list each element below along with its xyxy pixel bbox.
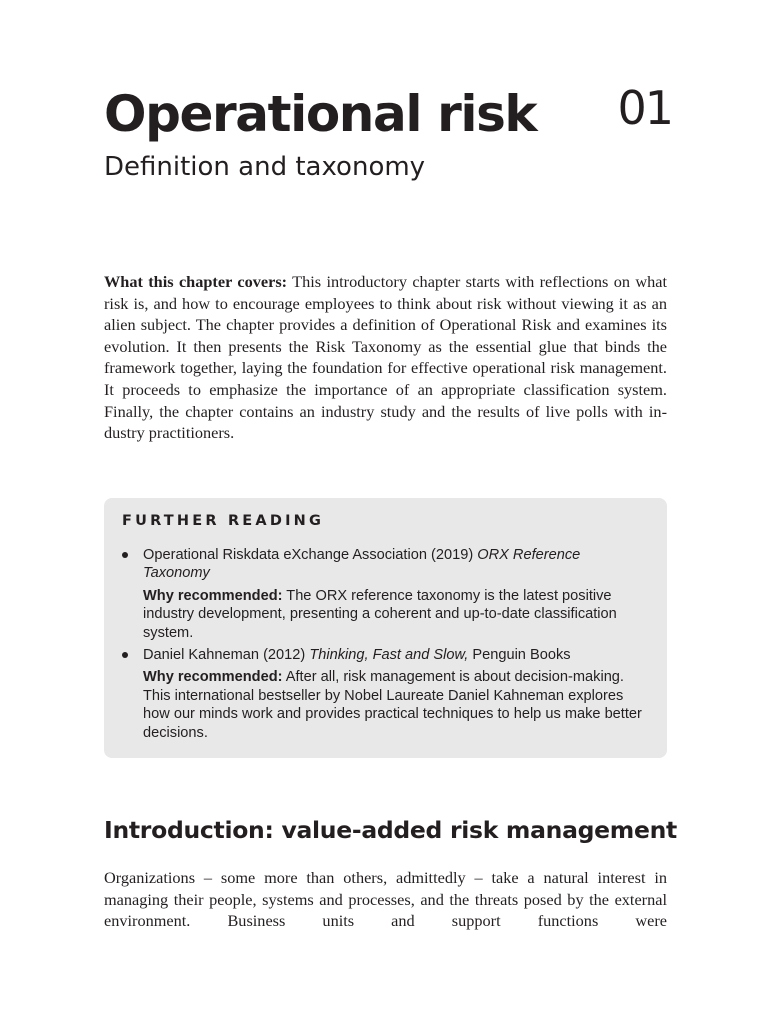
chapter-subtitle: Definition and taxonomy xyxy=(104,152,426,182)
body-paragraph: Organizations – some more than others, admittedly – take a natural interest in managing their people, systems and processes, and the threats posed by the external environment. Business units and support functions were xyxy=(104,868,667,931)
why-recommended-text: The ORX reference taxonomy is the latest positive industry development, presenting a coherent and up-to-date classification system. xyxy=(143,587,617,641)
further-reading-item xyxy=(122,546,649,642)
reference-author-year: Operational Riskdata eXchange Association (2019) xyxy=(143,547,478,563)
why-recommended-label: Why recommended: xyxy=(143,587,283,604)
chapter-summary-text: This introductory chapter starts with reflections on what risk is, and how to encourage employees to think about risk without viewing it as an alien subject. The chapter provides a definition of Operational Risk and examines its evolution. It then presents the Risk Taxonomy as the essential glue that binds the framework together, laying the foundation for effective operational risk management. It proceeds to emphasize the importance of an appropriate classification system. Finally, the chapter contains an industry study and the results of live polls with industry practitioners. xyxy=(104,272,667,443)
chapter-summary-lead: What this chapter covers: xyxy=(104,272,288,291)
chapter-number: 01 xyxy=(617,81,672,135)
reference-citation xyxy=(143,646,649,664)
bullet-icon xyxy=(122,552,128,558)
why-recommended xyxy=(143,587,649,642)
section-heading: Introduction: value-added risk management xyxy=(104,816,677,844)
chapter-title: Operational risk xyxy=(104,85,537,143)
further-reading-box xyxy=(104,498,667,758)
further-reading-item xyxy=(122,646,649,742)
reference-publisher: Penguin Books xyxy=(468,647,571,664)
reference-author-year: Daniel Kahneman (2012) xyxy=(143,647,310,664)
bullet-icon xyxy=(122,652,128,658)
further-reading-list xyxy=(122,546,649,742)
further-reading-heading: FURTHER READING xyxy=(122,513,325,529)
why-recommended-text: After all, risk management is about decision-making. This international bestseller by Nobel Laureate Daniel Kahneman explores how our minds work and provides practical techniques to help us make better decisions. xyxy=(143,669,642,741)
why-recommended xyxy=(143,668,649,742)
reference-citation xyxy=(143,546,649,583)
chapter-header xyxy=(104,78,670,198)
reference-title: Thinking, Fast and Slow, xyxy=(309,647,469,664)
chapter-summary-paragraph xyxy=(104,271,667,444)
reference-title: ORX Reference Taxonomy xyxy=(143,547,581,582)
why-recommended-label: Why recommended: xyxy=(143,669,283,686)
